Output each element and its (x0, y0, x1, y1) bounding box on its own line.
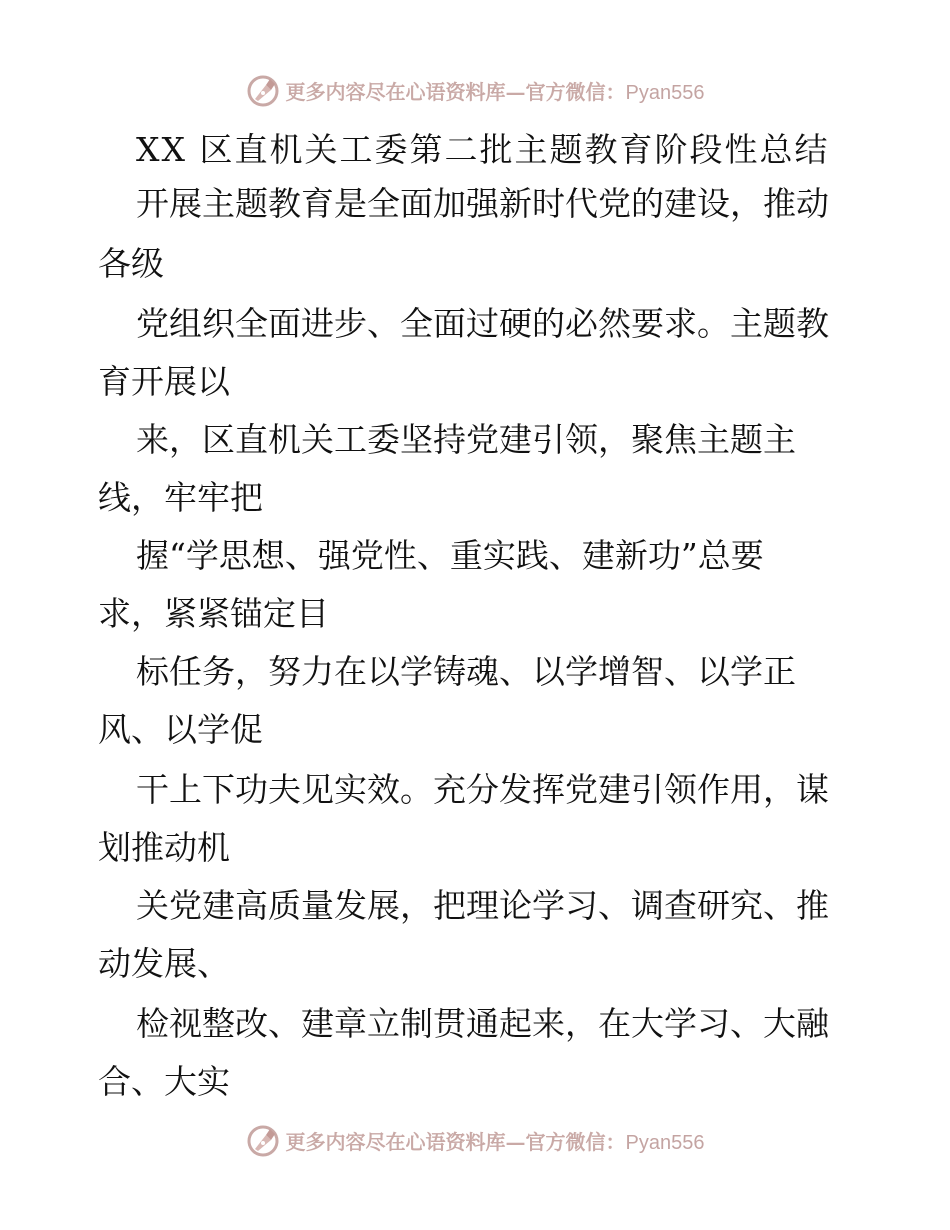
paragraph-line: 来，区直机关工委坚持党建引领，聚焦主题主 (136, 420, 796, 459)
paragraph-line: 风、以学促 (98, 710, 263, 749)
header-watermark-text: 更多内容尽在心语资料库—官方微信：Pyan556 (285, 79, 705, 104)
paragraph-line: 线，牢牢把 (98, 478, 263, 517)
paragraph-line: 合、大实 (98, 1062, 230, 1101)
paragraph-line: 检视整改、建章立制贯通起来，在大学习、大融 (136, 1004, 829, 1043)
paragraph-line: 握“学思想、强党性、重实践、建新功”总要 (136, 536, 764, 575)
footer-watermark-text: 更多内容尽在心语资料库—官方微信：Pyan556 (285, 1129, 705, 1154)
paragraph-line: 求，紧紧锚定目 (98, 594, 329, 633)
paragraph-line: 动发展、 (98, 944, 230, 983)
document-title: XX 区直机关工委第二批主题教育阶段性总结 (136, 130, 830, 169)
pen-nib-logo-icon (246, 73, 280, 107)
paragraph-line: 标任务，努力在以学铸魂、以学增智、以学正 (136, 652, 796, 691)
footer-wechat-id: Pyan556 (625, 1131, 705, 1154)
paragraph-line: 党组织全面进步、全面过硬的必然要求。主题教 (136, 304, 829, 343)
pen-nib-logo-icon (246, 1123, 280, 1157)
paragraph-line: 关党建高质量发展，把理论学习、调查研究、推 (136, 886, 829, 925)
paragraph-line: 各级 (98, 244, 164, 283)
paragraph-line: 划推动机 (98, 828, 230, 867)
header-wechat-id: Pyan556 (625, 81, 705, 104)
paragraph-line: 干上下功夫见实效。充分发挥党建引领作用，谋 (136, 770, 829, 809)
header-watermark-banner (0, 70, 950, 110)
footer-watermark-banner (0, 1120, 950, 1160)
paragraph-line: 开展主题教育是全面加强新时代党的建设，推动 (136, 184, 829, 223)
paragraph-line: 育开展以 (98, 362, 230, 401)
